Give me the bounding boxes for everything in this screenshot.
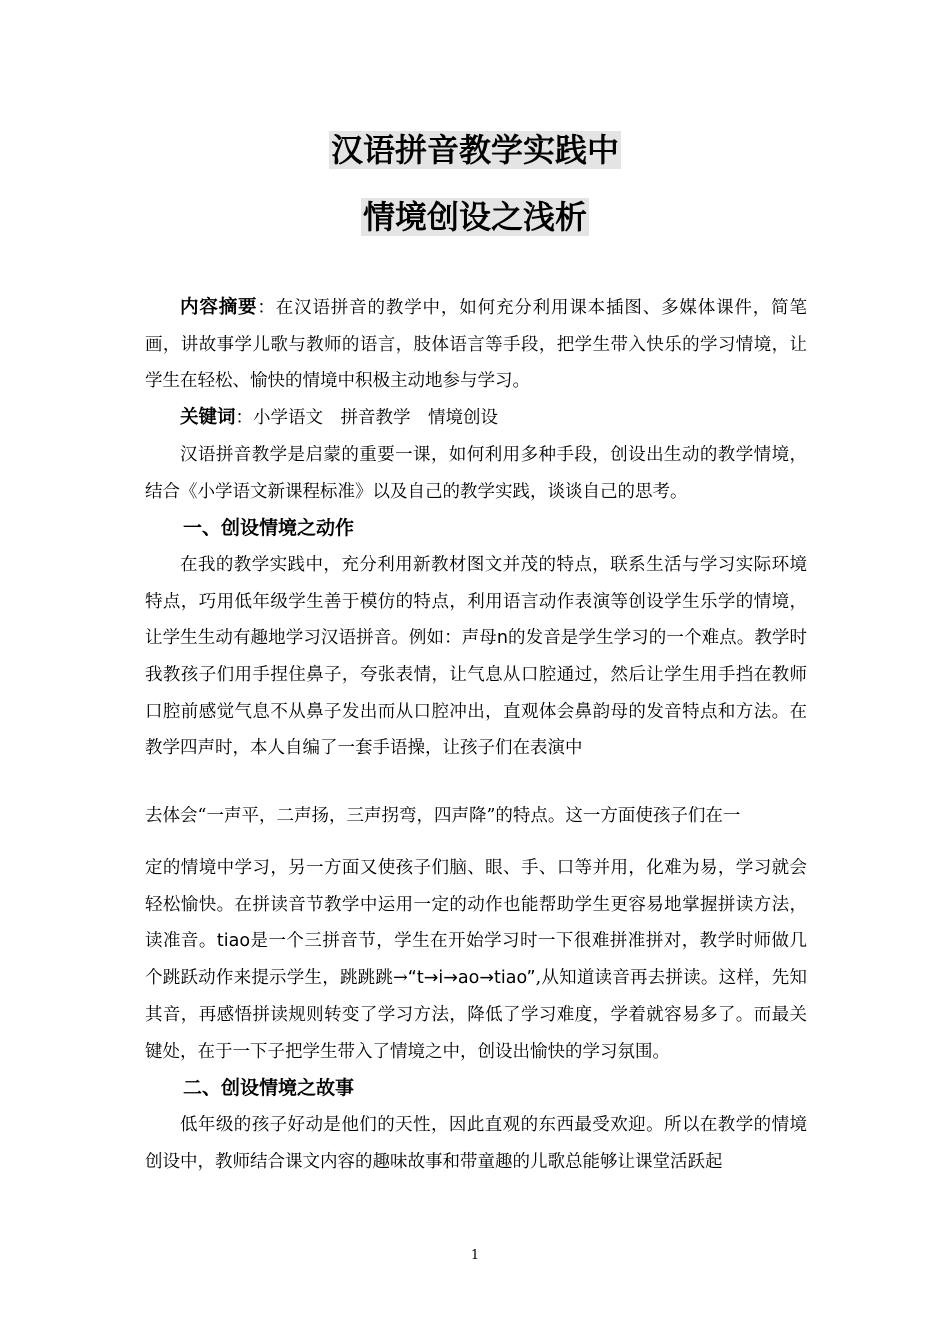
s1-p3-syllable-tiao: tiao [216,931,251,952]
abstract-text: 在汉语拼音的教学中，如何充分利用课本插图、多媒体课件，简笔画，讲故事学儿歌与教师的语言，肢体语言等手段，把学生带入快乐的学习情境，让学生在轻松、愉快的情境中积极主动地参与学习。 [145,298,808,392]
body-block-1 [145,290,807,767]
intro-paragraph: 汉语拼音教学是启蒙的重要一课，如何利用多种手段，创设出生动的教学情境，结合《小学语文新课程标准》以及自己的教学实践，谈谈自己的思考。 [145,444,807,502]
title-line-1-text: 汉语拼音教学实践中 [330,131,619,169]
s1-p3-text-b: 是一个三拼音节，学生在开始学习时一下很难拼准拼对，教学时师做几个跳跃动作来提示学生，跳跳跳→ [145,931,808,989]
title-line-1 [0,128,950,172]
s1-p1-initial-n: n [496,628,508,649]
section-2-heading: 二、创设情境之故事 [183,1077,355,1100]
section-1-heading: 一、创设情境之动作 [183,517,355,540]
section-1-paragraph-2 [145,850,807,1070]
body-block-2 [145,795,807,838]
s1-p1-text-b: 的发音是学生学习的一个难点。教学时我教孩子们用手捏住鼻子，夸张表情，让气息从口腔通过，然后让学生用手挡在教师口腔前感觉气息不从鼻子发出而从口腔冲出，直观体会鼻韵母的发音特点和方法。在教学四声时，本人自编了一套手语操，让孩子们在表演中 [145,628,808,759]
s1-p3-text-a: 定的情境中学习，另一方面又使孩子们脑、眼、手、口等并用，化难为易，学习就会轻松愉快。在拼读音节教学中运用一定的动作也能帮助学生更容易地掌握拼读方法，读准音。 [145,858,807,952]
keywords-label: 关键词 [180,407,236,429]
abstract-colon: ： [257,298,276,318]
s1-p3-text-c: ,从知道读音再去拼读。这样，先知其音，再感悟拼读规则转变了学习方法，降低了学习难度，学着就容易多了。而最关键处，在于一下子把学生带入了情境之中，创设出愉快的学习氛围。 [145,968,807,1062]
section-2-paragraph-1: 低年级的孩子好动是他们的天性，因此直观的东西最受欢迎。所以在教学的情境创设中，教师结合课文内容的趣味故事和带童趣的儿歌总能够让课堂活跃起 [145,1114,807,1172]
section-1-paragraph-1 [145,547,807,767]
title-line-2-text: 情境创设之浅析 [362,198,587,236]
body-block-3 [145,850,807,1180]
keywords-text: 小学语文 拼音教学 情境创设 [253,408,499,429]
title-line-2 [0,195,950,239]
keywords-paragraph [145,400,807,437]
abstract-label: 内容摘要 [180,297,258,318]
page-number: 1 [470,1248,480,1263]
s1-p1-text-a: 在我的教学实践中，充分利用新教材图文并茂的特点，联系生活与学习实际环境特点，巧用低年级学生善于模仿的特点，利用语言动作表演等创设学生乐学的情境，让学生生动有趣地学习汉语拼音。例如：声母 [145,554,807,649]
abstract-paragraph [145,290,807,400]
keywords-colon: ： [235,408,254,429]
section-1-line-continued: 去体会“一声平，二声扬，三声拐弯，四声降”的特点。这一方面使孩子们在一 [145,806,741,826]
s1-p3-sequence: “t→i→ao→tiao” [407,968,536,989]
